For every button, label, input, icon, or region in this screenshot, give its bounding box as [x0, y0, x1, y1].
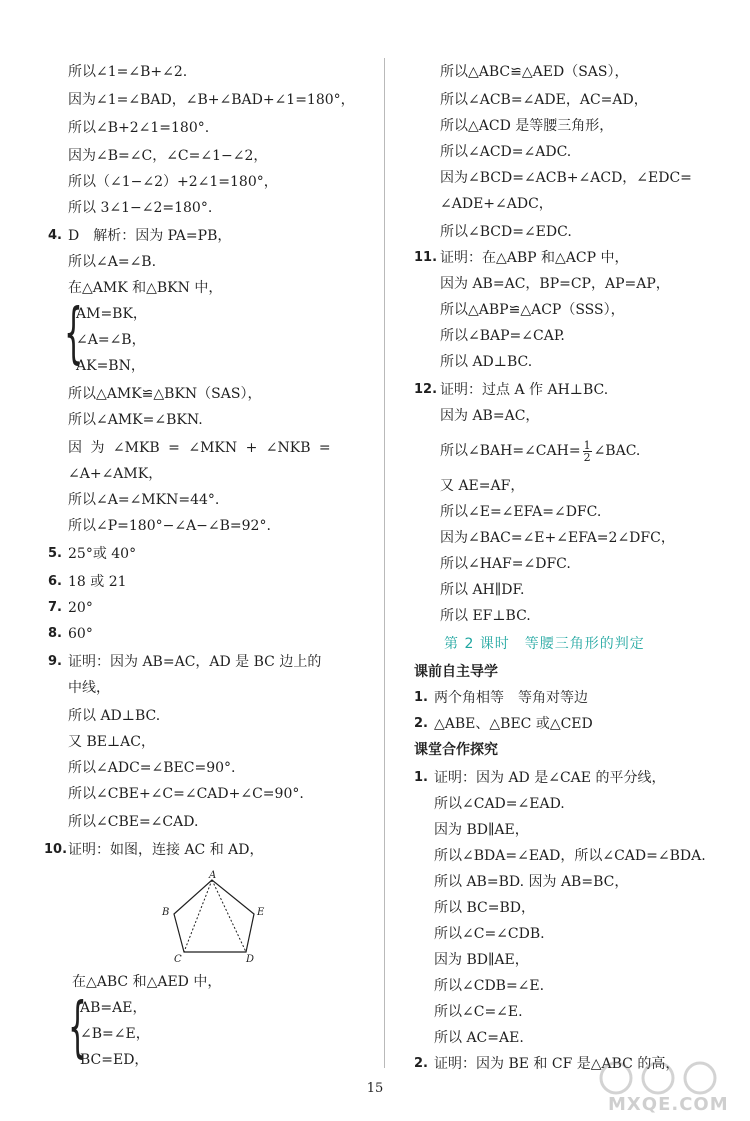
answer-line: 两个角相等 等角对等边	[434, 690, 588, 706]
system-brace: {	[64, 294, 83, 371]
question-number: 8.	[48, 626, 62, 641]
question-number: 9.	[48, 654, 62, 669]
fraction-denominator: 2	[583, 450, 591, 464]
text-line: 所以∠CBE=∠CAD.	[68, 814, 199, 830]
answer-line: 60°	[68, 626, 93, 642]
text-line: 因为∠BAC=∠E+∠EFA=2∠DFC，	[440, 530, 675, 546]
text-segment: ∠BAC.	[593, 443, 641, 459]
text-line: 所以 AH∥DF.	[440, 582, 525, 598]
watermark-icon	[588, 1060, 736, 1096]
pentagon-figure	[158, 868, 270, 964]
answer-line: D 解析：因为 PA=PB，	[68, 228, 232, 244]
answer-line: 证明：如图，连接 AC 和 AD，	[68, 842, 264, 858]
text-line: 因为 BD∥AE，	[434, 822, 529, 838]
vertex-label-e: E	[257, 907, 265, 918]
text-line: 所以△AMK≌△BKN（SAS），	[68, 386, 262, 402]
text-line: 所以∠BAP=∠CAP.	[440, 328, 565, 344]
page-number: 15	[366, 1081, 384, 1096]
question-number: 2.	[414, 716, 428, 731]
text-line: 因为 AB=AC，BP=CP，AP=AP，	[440, 276, 670, 292]
answer-line: 18 或 21	[68, 574, 127, 590]
text-line: 所以∠CBE+∠C=∠CAD+∠C=90°.	[68, 786, 304, 802]
question-number: 1.	[414, 690, 428, 705]
equation-line: ∠A=∠B，	[76, 332, 146, 348]
answer-line: 证明：过点 A 作 AH⊥BC.	[440, 382, 609, 398]
question-number: 4.	[48, 228, 62, 243]
column-divider	[384, 58, 385, 1068]
text-line: 所以△ABC≌△AED（SAS），	[440, 64, 629, 80]
text-line: 所以∠P=180°−∠A−∠B=92°.	[68, 518, 271, 534]
question-number: 10.	[44, 842, 68, 857]
question-number: 12.	[414, 382, 438, 397]
text-line: 所以∠ACB=∠ADE，AC=AD，	[440, 92, 648, 108]
text-segment: 所以∠BAH=∠CAH=	[440, 443, 581, 459]
vertex-label-d: D	[246, 954, 255, 964]
answer-line: 证明：在△ABP 和△ACP 中，	[440, 250, 629, 266]
text-line: 所以 EF⊥BC.	[440, 608, 531, 624]
text-line: 所以∠1=∠B+∠2.	[68, 64, 188, 80]
text-line: 所以∠C=∠E.	[434, 1004, 523, 1020]
question-number: 2.	[414, 1056, 428, 1071]
vertex-label-c: C	[174, 954, 182, 964]
answer-line: 证明：因为 BE 和 CF 是△ABC 的高，	[434, 1056, 680, 1072]
text-line: 所以∠BCD=∠EDC.	[440, 224, 572, 240]
text-line: 所以 AD⊥BC.	[440, 354, 533, 370]
text-line: 因 为 ∠MKB = ∠MKN + ∠NKB =	[68, 440, 331, 456]
watermark-text: MXQE.COM	[608, 1094, 729, 1115]
text-line: 所以∠ACD=∠ADC.	[440, 144, 572, 160]
text-line: 在△AMK 和△BKN 中，	[68, 280, 223, 296]
text-line: 所以∠B+2∠1=180°.	[68, 120, 210, 136]
question-number: 7.	[48, 600, 62, 615]
text-line: 因为 BD∥AE，	[434, 952, 529, 968]
equation-line: ∠B=∠E，	[80, 1026, 150, 1042]
equation-line: AB=AE，	[80, 1000, 147, 1016]
section-heading: 课前自主导学	[414, 664, 498, 680]
equation-line: AK=BN，	[76, 358, 145, 374]
fraction-one-half	[583, 440, 592, 463]
answer-line: 25°或 40°	[68, 546, 137, 562]
text-line	[440, 438, 640, 464]
text-line: 所以 3∠1−∠2=180°.	[68, 200, 213, 216]
pentagon-outline	[174, 880, 254, 952]
text-line: 又 BE⊥AC，	[68, 734, 155, 750]
text-line: 所以∠E=∠EFA=∠DFC.	[440, 504, 602, 520]
answer-line: 证明：因为 AB=AC，AD 是 BC 边上的	[68, 654, 322, 670]
system-brace: {	[68, 988, 87, 1065]
text-line: 因为∠B=∠C，∠C=∠1−∠2，	[68, 148, 268, 164]
question-number: 5.	[48, 546, 62, 561]
fraction-numerator: 1	[583, 438, 591, 452]
watermark-logo	[588, 1060, 736, 1116]
text-line: 因为 AB=AC，	[440, 408, 540, 424]
text-line: 所以∠ADC=∠BEC=90°.	[68, 760, 236, 776]
text-line: 所以∠CDB=∠E.	[434, 978, 545, 994]
dashed-line-ad	[212, 880, 246, 952]
vertex-label-a: A	[209, 870, 217, 881]
text-line: 所以 AC=AE.	[434, 1030, 524, 1046]
text-line: 所以△ABP≌△ACP（SSS），	[440, 302, 625, 318]
text-line: 所以（∠1−∠2）+2∠1=180°，	[68, 174, 278, 190]
text-line: 又 AE=AF，	[440, 478, 525, 494]
lesson-title: 第 2 课时 等腰三角形的判定	[444, 636, 645, 652]
answer-line: 20°	[68, 600, 93, 616]
text-line: 所以∠A=∠MKN=44°.	[68, 492, 220, 508]
question-number: 6.	[48, 574, 62, 589]
text-line: 所以 AD⊥BC.	[68, 708, 161, 724]
question-number: 11.	[414, 250, 438, 265]
vertex-label-b: B	[162, 907, 170, 918]
section-heading: 课堂合作探究	[414, 742, 498, 758]
text-line: 中线，	[68, 680, 110, 696]
text-line: 所以∠A=∠B.	[68, 254, 157, 270]
equation-line: AM=BK，	[76, 306, 147, 322]
text-line: 所以∠BDA=∠EAD，所以∠CAD=∠BDA.	[434, 848, 706, 864]
text-line: 所以∠AMK=∠BKN.	[68, 412, 203, 428]
text-line: 所以∠C=∠CDB.	[434, 926, 545, 942]
text-line: 所以△ACD 是等腰三角形，	[440, 118, 614, 134]
answer-line: △ABE、△BEC 或△CED	[434, 716, 593, 732]
text-line: 因为∠BCD=∠ACB+∠ACD，∠EDC=	[440, 170, 692, 186]
equation-line: BC=ED，	[80, 1052, 149, 1068]
text-line: 所以∠HAF=∠DFC.	[440, 556, 571, 572]
text-line: ∠ADE+∠ADC，	[440, 196, 553, 212]
dashed-line-ac	[184, 880, 212, 952]
text-line: ∠A+∠AMK，	[68, 466, 163, 482]
answer-line: 证明：因为 AD 是∠CAE 的平分线，	[434, 770, 666, 786]
text-line: 在△ABC 和△AED 中，	[72, 974, 222, 990]
question-number: 1.	[414, 770, 428, 785]
text-line: 因为∠1=∠BAD，∠B+∠BAD+∠1=180°，	[68, 92, 355, 108]
text-line: 所以∠CAD=∠EAD.	[434, 796, 565, 812]
text-line: 所以 AB=BD. 因为 AB=BC，	[434, 874, 629, 890]
text-line: 所以 BC=BD，	[434, 900, 535, 916]
